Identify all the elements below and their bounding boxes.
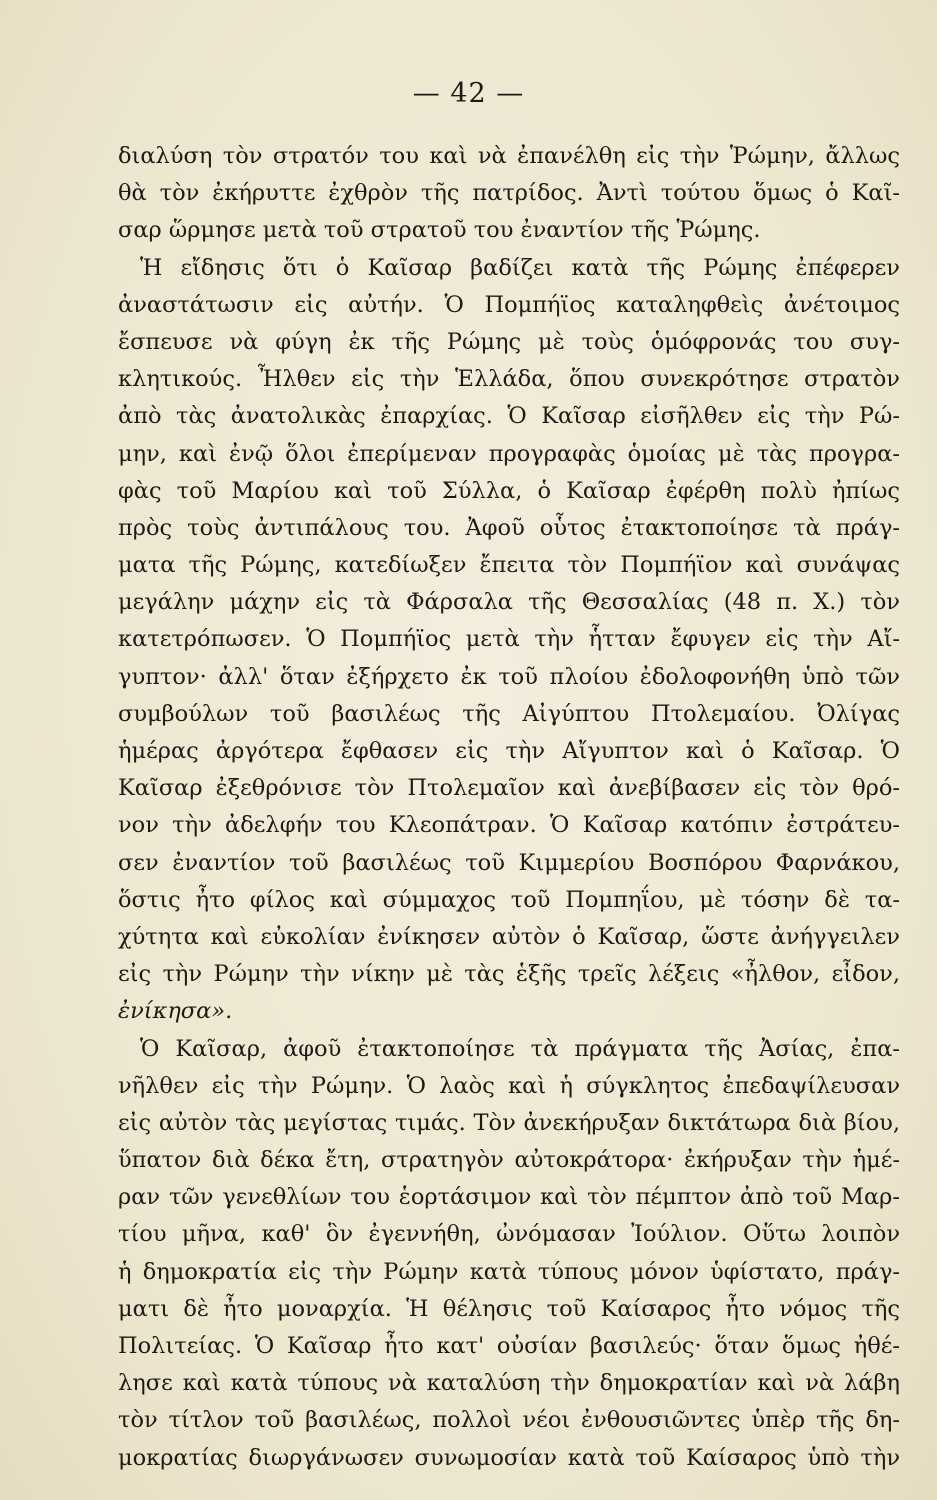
text-line: ματα τῆς Ρώμης, κατεδίωξεν ἔπειτα τὸν Πομπήϊον καὶ συνάψας — [118, 552, 900, 579]
text-line: ἐνίκησα». — [118, 998, 233, 1025]
text-line: κατετρόπωσεν. Ὁ Πομπήϊος μετὰ τὴν ἧτταν ἔφυγεν εἰς τὴν Αἴ- — [118, 626, 900, 653]
page-number: — 42 — — [412, 78, 525, 109]
text-line: πρὸς τοὺς ἀντιπάλους του. Ἀφοῦ οὗτος ἐτακτοποίησε τὰ πράγ- — [118, 514, 900, 541]
text-line: μην, καὶ ἐνῷ ὅλοι ἐπερίμεναν προγραφὰς ὁμοίας μὲ τὰς προγρα- — [118, 440, 900, 467]
text-line: γυπτον· ἀλλ' ὅταν ἐξήρχετο ἐκ τοῦ πλοίου ἐδολοφονήθη ὑπὸ τῶν — [118, 663, 900, 690]
text-line: νῆλθεν εἰς τὴν Ρώμην. Ὁ λαὸς καὶ ἡ σύγκλητος ἐπεδαψίλευσαν — [118, 1072, 900, 1099]
text-line: λησε καὶ κατὰ τύπους νὰ καταλύση τὴν δημοκρατίαν καὶ νὰ λάβη — [118, 1370, 900, 1397]
text-line: εἰς τὴν Ρώμην τὴν νίκην μὲ τὰς ἑξῆς τρεῖς λέξεις «ἦλθον, εἶδον, — [118, 961, 900, 988]
body-text — [118, 138, 900, 1477]
text-line: σεν ἐναντίον τοῦ βασιλέως τοῦ Κιμμερίου Βοσπόρου Φαρνάκου, — [118, 849, 900, 876]
text-line: ὅστις ἦτο φίλος καὶ σύμμαχος τοῦ Πομπηΐου, μὲ τόσην δὲ τα- — [118, 886, 900, 913]
text-line: ματι δὲ ἦτο μοναρχία. Ἡ θέλησις τοῦ Καίσαρος ἦτο νόμος τῆς — [118, 1295, 900, 1322]
text-line: σαρ ὥρμησε μετὰ τοῦ στρατοῦ του ἐναντίον τῆς Ῥώμης. — [118, 217, 761, 244]
text-line: θὰ τὸν ἐκήρυττε ἐχθρὸν τῆς πατρίδος. Ἀντὶ τούτου ὅμως ὁ Καῖ- — [118, 180, 900, 207]
text-line: μοκρατίας διωργάνωσεν συνωμοσίαν κατὰ τοῦ Καίσαρος ὑπὸ τὴν — [118, 1444, 900, 1471]
text-line: διαλύση τὸν στρατόν του καὶ νὰ ἐπανέλθη εἰς τὴν Ῥώμην, ἄλλως — [118, 143, 900, 169]
text-line: φὰς τοῦ Μαρίου καὶ τοῦ Σύλλα, ὁ Καῖσαρ ἐφέρθη πολὺ ἠπίως — [118, 477, 900, 504]
text-line: χύτητα καὶ εὐκολίαν ἐνίκησεν αὐτὸν ὁ Καῖσαρ, ὥστε ἀνήγγειλεν — [118, 923, 900, 950]
text-line: Ὁ Καῖσαρ, ἀφοῦ ἐτακτοποίησε τὰ πράγματα τῆς Ἀσίας, ἐπα- — [140, 1035, 900, 1062]
text-line: κλητικούς. Ἦλθεν εἰς τὴν Ἑλλάδα, ὅπου συνεκρότησε στρατὸν — [118, 366, 900, 393]
text-line: ἔσπευσε νὰ φύγη ἐκ τῆς Ρώμης μὲ τοὺς ὁμόφρονάς του συγ- — [118, 328, 900, 355]
text-line: ἡ δημοκρατία εἰς τὴν Ρώμην κατὰ τύπους μόνον ὑφίστατο, πράγ- — [118, 1258, 900, 1285]
text-line: ὕπατον διὰ δέκα ἔτη, στρατηγὸν αὐτοκράτορα· ἐκήρυξαν τὴν ἡμέ- — [118, 1147, 900, 1174]
text-line: εἰς αὐτὸν τὰς μεγίστας τιμάς. Τὸν ἀνεκήρυξαν δικτάτωρα διὰ βίου, — [118, 1109, 900, 1136]
text-line: Πολιτείας. Ὁ Καῖσαρ ἦτο κατ' οὐσίαν βασιλεύς· ὅταν ὅμως ἠθέ- — [118, 1333, 900, 1359]
text-line: τὸν τίτλον τοῦ βασιλέως, πολλοὶ νέοι ἐνθουσιῶντες ὑπὲρ τῆς δη- — [118, 1407, 900, 1434]
text-line: ἀναστάτωσιν εἰς αὐτήν. Ὁ Πομπήϊος καταληφθεὶς ἀνέτοιμος — [118, 291, 900, 318]
text-line: Καῖσαρ ἐξεθρόνισε τὸν Πτολεμαῖον καὶ ἀνεβίβασεν εἰς τὸν θρό- — [118, 775, 900, 802]
text-line: ραν τῶν γενεθλίων του ἑορτάσιμον καὶ τὸν πέμπτον ἀπὸ τοῦ Μαρ- — [118, 1184, 900, 1211]
text-line: τίου μῆνα, καθ' ὃν ἐγεννήθη, ὠνόμασαν Ἰούλιον. Οὕτω λοιπὸν — [118, 1221, 900, 1248]
text-line: μεγάλην μάχην εἰς τὰ Φάρσαλα τῆς Θεσσαλίας (48 π. Χ.) τὸν — [118, 589, 900, 616]
text-line: Ἡ εἴδησις ὅτι ὁ Καῖσαρ βαδίζει κατὰ τῆς Ρώμης ἐπέφερεν — [140, 254, 900, 281]
text-line: ἡμέρας ἀργότερα ἔφθασεν εἰς τὴν Αἴγυπτον καὶ ὁ Καῖσαρ. Ὁ — [118, 738, 900, 764]
text-line: ἀπὸ τὰς ἀνατολικὰς ἐπαρχίας. Ὁ Καῖσαρ εἰσῆλθεν εἰς τὴν Ρώ- — [118, 403, 900, 430]
text-line: νον τὴν ἀδελφήν του Κλεοπάτραν. Ὁ Καῖσαρ κατόπιν ἐστράτευ- — [118, 812, 900, 839]
text-line: συμβούλων τοῦ βασιλέως τῆς Αἰγύπτου Πτολεμαίου. Ὀλίγας — [118, 700, 900, 727]
